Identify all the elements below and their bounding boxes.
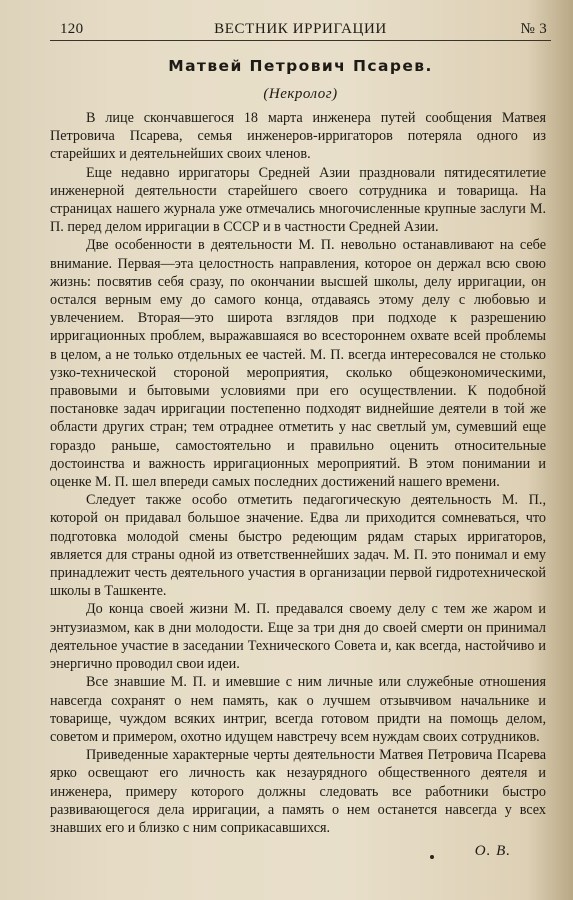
paragraph: Две особенности в деятельности М. П. невольно останавливают на себе внимание. Первая—эта целостность направления, которое он держал всю свою жизнь: посвятив себя сразу, по окончании высшей школы, делу ирригации, он остался верным ему до самого конца, отдаваясь этому делу с любовью и увлечением. Вторая—это широта взглядов при подходе к разрешению ирригационных проблем, выражавшаяся во всестороннем охвате всей проблемы в целом, а не только отдельных ее частей. М. П. всегда интересовался не столько узко-технической стороной мероприятия, сколько общеэкономическими, правовыми и бытовыми условиями при его осуществлении. К подобной постановке задач ирригации постепенно подходят виднейшие деятели в той же области других стран; тем отраднее отметить у нас светлый ум, сумевший еще гораздо раньше, самостоятельно и правильно оценить относительные достоинства и важность ирригационных мероприятий. В этом понимании и оценке М. П. шел впереди самых последних достижений нашего времени.	[50, 237, 546, 491]
author-signature: О. В.	[474, 843, 511, 859]
journal-title: ВЕСТНИК ИРРИГАЦИИ	[214, 21, 387, 37]
paragraph: Следует также особо отметить педагогическую деятельность М. П., которой он придавал большое значение. Едва ли приходится сомневаться, что подготовка молодой смены быстро редеющим рядам старых ирригаторов, является для страны одной из ответственнейших задач. М. П. это понимал и ему принадлежит честь деятельного участия в организации первой гидротехнической школы в Ташкенте.	[50, 492, 546, 600]
issue-number: № 3	[520, 21, 547, 37]
paragraph: Еще недавно ирригаторы Средней Азии праздновали пятидесятилетие инженерной деятельности старейшего своего сотрудника и товарища. На страницах нашего журнала уже отмечались многочисленные крупные заслуги М. П. перед делом ирригации в СССР и в частности Средней Азии.	[50, 164, 546, 236]
article-body	[50, 109, 546, 837]
article-title: Матвей Петрович Псарев.	[168, 57, 433, 75]
paragraph: Приведенные характерные черты деятельности Матвея Петровича Псарева ярко освещают его личность как незаурядного общественного деятеля и инженера, примеру которого должны следовать все работники быстро развивающегося дела ирригации, а память о нем останется навсегда у всех знавших его и близко с ним соприкасавшихся.	[50, 747, 546, 836]
article-subtitle: (Некролог)	[263, 86, 338, 102]
ink-dot	[430, 855, 434, 859]
paragraph: До конца своей жизни М. П. предавался своему делу с тем же жаром и энтузиазмом, как в дни молодости. Еще за три дня до своей смерти он принимал деятельное участие в заседании Технического Совета и, как всегда, настойчиво и энергично проводил свои идеи.	[50, 601, 546, 673]
page-number: 120	[60, 21, 84, 37]
paragraph: В лице скончавшегося 18 марта инженера путей сообщения Матвея Петровича Псарева, семья инженеров-ирригаторов потеряла одного из старейших и деятельнейших своих членов.	[50, 110, 546, 163]
paragraph: Все знавшие М. П. и имевшие с ним личные или служебные отношения навсегда сохранят о нем память, как о лучшем отзывчивом начальнике и товарище, чуждом всяких интриг, всегда готовом придти на помощь делом, советом и примером, охотно идущем навстречу всем нуждам своих сотрудников.	[50, 674, 546, 745]
running-header	[50, 18, 551, 41]
